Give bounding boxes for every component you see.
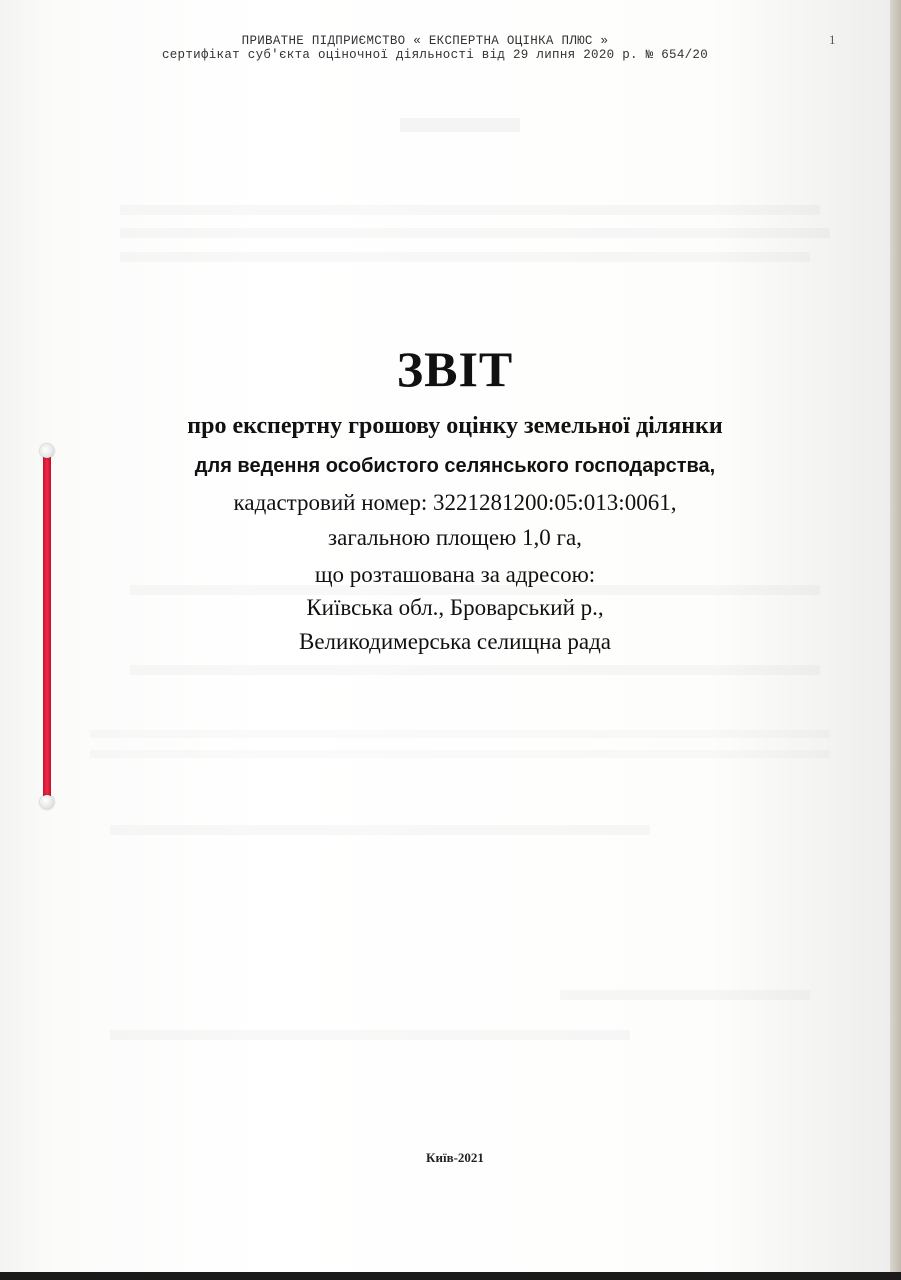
- page-bottom-shadow: [0, 1272, 901, 1280]
- bleed-through-mark: [400, 118, 520, 132]
- binding-hole-bottom: [40, 795, 54, 809]
- bleed-through-mark: [130, 665, 820, 675]
- address-line-2: Великодимерська селищна рада: [298, 629, 612, 654]
- bleed-through-mark: [120, 205, 820, 215]
- bleed-through-mark: [120, 252, 810, 262]
- bleed-through-mark: [90, 730, 830, 738]
- bleed-through-mark: [120, 228, 830, 238]
- binding-thread: [43, 450, 51, 802]
- bleed-through-mark: [560, 990, 810, 1000]
- page-edge: [890, 0, 901, 1280]
- report-subtitle: про експертну грошову оцінку земельної ділянки: [187, 413, 723, 439]
- bleed-through-mark: [90, 750, 830, 758]
- certificate-line: сертифікат суб'єкта оціночної діяльності від 29 липня 2020 р. № 654/20: [161, 48, 709, 62]
- binding-hole-top: [40, 444, 54, 458]
- cadastral-number: кадастровий номер: 3221281200:05:013:0061,: [233, 490, 677, 515]
- address-line-1: Київська обл., Броварський р.,: [306, 595, 604, 620]
- page-number: 1: [829, 32, 836, 47]
- company-name: ПРИВАТНЕ ПІДПРИЄМСТВО « ЕКСПЕРТНА ОЦІНКА ПЛЮС »: [241, 34, 609, 48]
- land-purpose: для ведення особистого селянського господарства,: [194, 455, 716, 477]
- bleed-through-mark: [110, 1030, 630, 1040]
- city-year: Київ-2021: [426, 1150, 484, 1165]
- report-title: ЗВІТ: [396, 341, 514, 397]
- bleed-through-mark: [110, 825, 650, 835]
- land-area: загальною площею 1,0 га,: [328, 525, 582, 550]
- location-intro: що розташована за адресою:: [314, 562, 596, 587]
